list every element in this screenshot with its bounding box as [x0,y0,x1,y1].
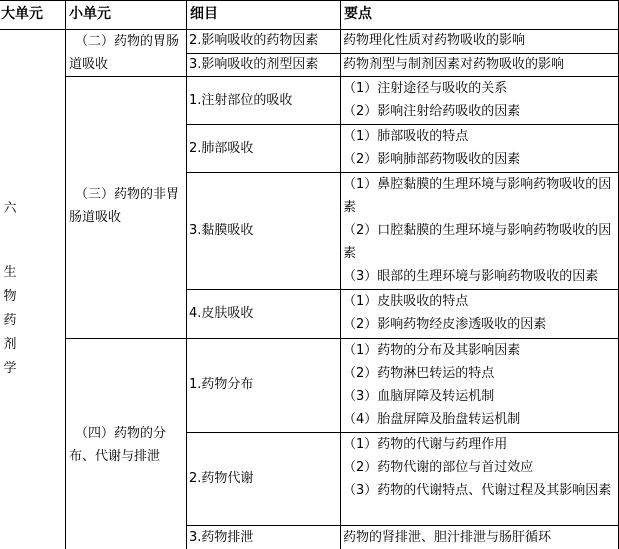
detail-cell: 3.黏膜吸收 [189,223,254,238]
points-item: （2）药物淋巴转运的特点 [343,366,495,381]
points-item: （2）口腔黏膜的生理环境与影响药物吸收的因素 [343,223,612,261]
col-divider-3 [340,0,341,549]
subunit-cell: （四）药物的分布、代谢与排泄 [69,426,167,464]
col-divider-1 [65,0,66,549]
points-item: （1）药物的代谢与药理作用 [343,437,508,452]
points-item: （1）药物的分布及其影响因素 [343,343,521,358]
detail-cell: 2.药物代谢 [189,471,254,486]
major-unit-char: 生 [3,265,17,280]
points-text: 药物剂型与制剂因素对药物吸收的影响 [343,57,565,72]
detail-cell: 1.注射部位的吸收 [189,93,293,108]
major-unit-char: 学 [3,361,17,376]
points-item: （2）影响药物经皮渗透吸收的因素 [343,317,547,332]
points-item: （1）注射途径与吸收的关系 [343,81,508,96]
points-item: （3）血脑屏障及转运机制 [343,389,495,404]
detail-cell: 2.影响吸收的药物因素 [189,33,319,48]
points-item: （3）眼部的生理环境与影响药物吸收的因素 [343,269,599,284]
detail-cell: 3.药物排泄 [189,530,254,545]
points-item: （2）影响肺部药物吸收的因素 [343,152,521,167]
points-item: （1）肺部吸收的特点 [343,129,469,144]
points-item: （2）药物代谢的部位与首过效应 [343,460,534,475]
major-unit-char: 剂 [3,337,17,352]
header-subunit: 小单元 [69,6,111,22]
major-unit-char: 药 [3,313,17,328]
points-item: （3）药物的代谢特点、代谢过程及其影响因素 [343,483,612,498]
detail-cell: 3.影响吸收的剂型因素 [189,57,319,72]
major-unit-number: 六 [3,201,17,216]
detail-cell: 4.皮肤吸收 [189,306,254,321]
detail-cell: 2.肺部吸收 [189,141,254,156]
header-detail: 细目 [190,6,218,22]
subunit-cell: （三）药物的非胃肠道吸收 [69,187,180,225]
points-item: （1）皮肤吸收的特点 [343,294,469,309]
header-points: 要点 [344,6,372,22]
major-unit-char: 物 [3,289,17,304]
detail-cell: 1.药物分布 [189,377,254,392]
border-top [0,0,619,1]
col-divider-2 [186,0,187,549]
points-item: （1）鼻腔黏膜的生理环境与影响药物吸收的因素 [343,177,612,215]
points-text: 药物的肾排泄、胆汁排泄与肠肝循环 [343,530,552,545]
subunit-cell: （二）药物的胃肠道吸收 [69,34,180,72]
points-item: （2）影响注射给药吸收的因素 [343,104,521,119]
points-item: （4）胎盘屏障及胎盘转运机制 [343,412,521,427]
header-unit: 大单元 [1,6,43,22]
points-text: 药物理化性质对药物吸收的影响 [343,33,526,48]
